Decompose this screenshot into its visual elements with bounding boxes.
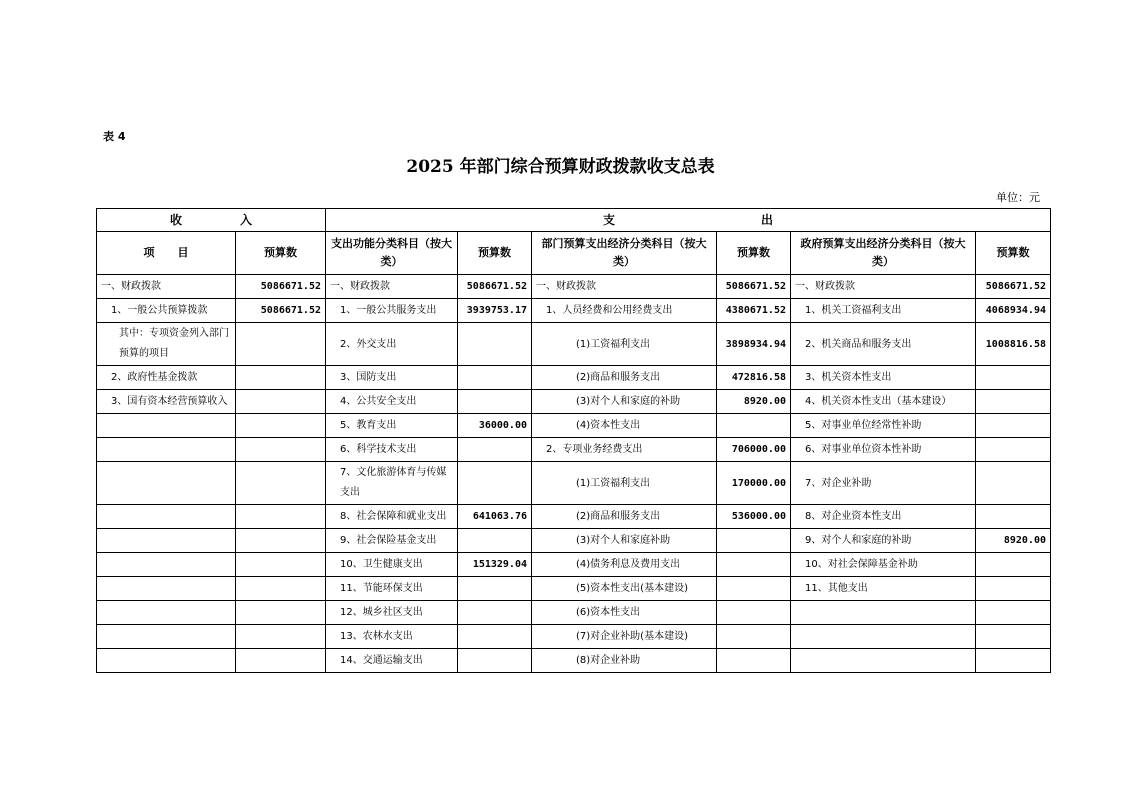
func-budget-cell: [458, 366, 532, 390]
table-row: [97, 529, 1051, 553]
gov-item-cell: 10、对社会保障基金补助: [791, 553, 976, 577]
dept-item-cell: (3)对个人和家庭的补助: [532, 390, 717, 414]
func-item-cell: 2、外交支出: [326, 323, 458, 366]
dept-budget-cell: 8920.00: [717, 390, 791, 414]
func-budget-cell: 641063.76: [458, 505, 532, 529]
col-item-char-1: 项: [143, 246, 155, 259]
func-item-cell: 5、教育支出: [326, 414, 458, 438]
table-row: [97, 553, 1051, 577]
func-item-cell: 1、一般公共服务支出: [326, 299, 458, 323]
gov-budget-cell: [976, 462, 1051, 505]
func-item-cell: 4、公共安全支出: [326, 390, 458, 414]
dept-item-cell: (1)工资福利支出: [532, 323, 717, 366]
dept-budget-cell: [717, 553, 791, 577]
func-budget-cell: [458, 390, 532, 414]
expense-header-char-2: 出: [760, 212, 773, 227]
dept-budget-cell: [717, 649, 791, 673]
dept-budget-cell: 536000.00: [717, 505, 791, 529]
expense-header-char-1: 支: [602, 212, 615, 227]
dept-budget-cell: 170000.00: [717, 462, 791, 505]
func-item-cell: 一、财政拨款: [326, 275, 458, 299]
table-row: [97, 505, 1051, 529]
gov-item-cell: [791, 649, 976, 673]
income-budget-cell: [236, 414, 326, 438]
col-dept: 部门预算支出经济分类科目（按大类）: [532, 232, 717, 275]
gov-budget-cell: [976, 625, 1051, 649]
func-budget-cell: [458, 577, 532, 601]
gov-item-cell: 5、对事业单位经常性补助: [791, 414, 976, 438]
table-number: 表 4: [103, 130, 126, 143]
col-item: [97, 232, 236, 275]
income-item-cell: [97, 553, 236, 577]
dept-item-cell: (2)商品和服务支出: [532, 366, 717, 390]
gov-item-cell: 1、机关工资福利支出: [791, 299, 976, 323]
func-budget-cell: 151329.04: [458, 553, 532, 577]
table-row: [97, 366, 1051, 390]
income-item-cell: [97, 505, 236, 529]
income-item-cell: [97, 577, 236, 601]
income-budget-cell: [236, 323, 326, 366]
dept-item-cell: (5)资本性支出(基本建设): [532, 577, 717, 601]
income-budget-cell: [236, 505, 326, 529]
gov-budget-cell: 4068934.94: [976, 299, 1051, 323]
col-func-budget: 预算数: [458, 232, 532, 275]
gov-budget-cell: 1008816.58: [976, 323, 1051, 366]
func-budget-cell: 36000.00: [458, 414, 532, 438]
gov-budget-cell: [976, 649, 1051, 673]
func-item-cell: 3、国防支出: [326, 366, 458, 390]
table-row: [97, 414, 1051, 438]
table-row: [97, 438, 1051, 462]
gov-item-cell: [791, 625, 976, 649]
func-item-cell: 9、社会保险基金支出: [326, 529, 458, 553]
income-budget-cell: [236, 529, 326, 553]
income-item-cell: [97, 438, 236, 462]
income-budget-cell: 5086671.52: [236, 275, 326, 299]
income-item-cell: 一、财政拨款: [97, 275, 236, 299]
income-item-cell: [97, 529, 236, 553]
dept-item-cell: 一、财政拨款: [532, 275, 717, 299]
col-func: 支出功能分类科目（按大类）: [326, 232, 458, 275]
income-item-cell: 其中：专项资金列入部门预算的项目: [97, 323, 236, 366]
income-header-char-2: 入: [239, 212, 252, 227]
income-budget-cell: [236, 553, 326, 577]
gov-budget-cell: 8920.00: [976, 529, 1051, 553]
dept-budget-cell: [717, 625, 791, 649]
dept-budget-cell: 4380671.52: [717, 299, 791, 323]
income-budget-cell: 5086671.52: [236, 299, 326, 323]
income-budget-cell: [236, 649, 326, 673]
dept-item-cell: (3)对个人和家庭补助: [532, 529, 717, 553]
dept-budget-cell: 472816.58: [717, 366, 791, 390]
expense-header: [326, 209, 1051, 232]
income-header-char-1: 收: [169, 212, 182, 227]
dept-item-cell: (8)对企业补助: [532, 649, 717, 673]
dept-budget-cell: [717, 601, 791, 625]
gov-item-cell: [791, 601, 976, 625]
dept-budget-cell: [717, 577, 791, 601]
dept-item-cell: (6)资本性支出: [532, 601, 717, 625]
gov-budget-cell: [976, 390, 1051, 414]
column-header-row: [97, 232, 1051, 275]
func-budget-cell: [458, 323, 532, 366]
income-item-cell: [97, 649, 236, 673]
table-row: [97, 649, 1051, 673]
unit-label: 单位：元: [996, 191, 1040, 204]
gov-budget-cell: [976, 601, 1051, 625]
col-item-char-2: 目: [177, 246, 189, 259]
dept-budget-cell: 5086671.52: [717, 275, 791, 299]
table-row: [97, 601, 1051, 625]
func-budget-cell: [458, 438, 532, 462]
col-gov: 政府预算支出经济分类科目（按大类）: [791, 232, 976, 275]
gov-item-cell: 2、机关商品和服务支出: [791, 323, 976, 366]
func-budget-cell: [458, 601, 532, 625]
gov-budget-cell: [976, 414, 1051, 438]
income-item-cell: [97, 625, 236, 649]
col-income-budget: 预算数: [236, 232, 326, 275]
col-gov-budget: 预算数: [976, 232, 1051, 275]
income-budget-cell: [236, 390, 326, 414]
income-budget-cell: [236, 438, 326, 462]
dept-item-cell: 2、专项业务经费支出: [532, 438, 717, 462]
func-item-cell: 12、城乡社区支出: [326, 601, 458, 625]
dept-item-cell: (1)工资福利支出: [532, 462, 717, 505]
dept-budget-cell: 3898934.94: [717, 323, 791, 366]
gov-item-cell: 6、对事业单位资本性补助: [791, 438, 976, 462]
income-budget-cell: [236, 366, 326, 390]
dept-item-cell: 1、人员经费和公用经费支出: [532, 299, 717, 323]
table-row: [97, 462, 1051, 505]
func-item-cell: 7、文化旅游体育与传媒支出: [326, 462, 458, 505]
func-budget-cell: 3939753.17: [458, 299, 532, 323]
func-item-cell: 10、卫生健康支出: [326, 553, 458, 577]
income-item-cell: 1、一般公共预算拨款: [97, 299, 236, 323]
income-item-cell: [97, 462, 236, 505]
gov-item-cell: 11、其他支出: [791, 577, 976, 601]
dept-item-cell: (7)对企业补助(基本建设): [532, 625, 717, 649]
gov-budget-cell: [976, 505, 1051, 529]
table-row: [97, 299, 1051, 323]
func-budget-cell: [458, 529, 532, 553]
page-title: 2025 年部门综合预算财政拨款收支总表: [406, 157, 715, 177]
income-item-cell: 3、国有资本经营预算收入: [97, 390, 236, 414]
income-item-cell: [97, 414, 236, 438]
dept-budget-cell: [717, 529, 791, 553]
func-item-cell: 8、社会保障和就业支出: [326, 505, 458, 529]
income-header: [97, 209, 326, 232]
table-row: [97, 323, 1051, 366]
income-item-cell: [97, 601, 236, 625]
budget-table: [96, 208, 1051, 673]
income-budget-cell: [236, 625, 326, 649]
func-budget-cell: 5086671.52: [458, 275, 532, 299]
table-row: [97, 625, 1051, 649]
income-budget-cell: [236, 601, 326, 625]
gov-budget-cell: [976, 438, 1051, 462]
dept-budget-cell: 706000.00: [717, 438, 791, 462]
dept-item-cell: (4)资本性支出: [532, 414, 717, 438]
func-item-cell: 11、节能环保支出: [326, 577, 458, 601]
income-budget-cell: [236, 462, 326, 505]
gov-item-cell: 9、对个人和家庭的补助: [791, 529, 976, 553]
gov-item-cell: 一、财政拨款: [791, 275, 976, 299]
func-item-cell: 6、科学技术支出: [326, 438, 458, 462]
dept-budget-cell: [717, 414, 791, 438]
gov-item-cell: 3、机关资本性支出: [791, 366, 976, 390]
table-row: [97, 275, 1051, 299]
gov-item-cell: 7、对企业补助: [791, 462, 976, 505]
gov-budget-cell: [976, 577, 1051, 601]
func-budget-cell: [458, 625, 532, 649]
income-budget-cell: [236, 577, 326, 601]
gov-budget-cell: 5086671.52: [976, 275, 1051, 299]
table-row: [97, 577, 1051, 601]
header-row: [97, 209, 1051, 232]
dept-item-cell: (2)商品和服务支出: [532, 505, 717, 529]
func-budget-cell: [458, 649, 532, 673]
table-row: [97, 390, 1051, 414]
func-item-cell: 13、农林水支出: [326, 625, 458, 649]
income-item-cell: 2、政府性基金拨款: [97, 366, 236, 390]
col-dept-budget: 预算数: [717, 232, 791, 275]
gov-item-cell: 8、对企业资本性支出: [791, 505, 976, 529]
func-budget-cell: [458, 462, 532, 505]
func-item-cell: 14、交通运输支出: [326, 649, 458, 673]
gov-budget-cell: [976, 553, 1051, 577]
dept-item-cell: (4)债务利息及费用支出: [532, 553, 717, 577]
gov-item-cell: 4、机关资本性支出（基本建设）: [791, 390, 976, 414]
gov-budget-cell: [976, 366, 1051, 390]
